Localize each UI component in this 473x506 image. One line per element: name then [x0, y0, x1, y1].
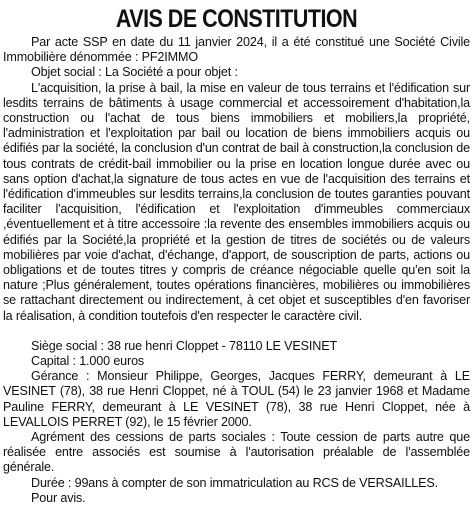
- siege-social: Siège social : 38 rue henri Cloppet - 78110 LE VESINET: [31, 338, 337, 353]
- duree: Durée : 99ans à compter de son immatriculation au RCS de VERSAILLES.: [31, 475, 438, 490]
- notice-body: [3, 35, 470, 506]
- intro-paragraph: Par acte SSP en date du 11 janvier 2024, il a été constitué une Société Civile Immobilière dénommée : PF2IMMO: [3, 35, 470, 65]
- agrement: Agrément des cessions de parts sociales : Toute cession de parts autre que réalisée entre associés est soumise à l'autorisation préalable de l'assemblée générale.: [3, 430, 470, 475]
- closing-line: Pour avis.: [31, 490, 86, 505]
- gerance: Gérance : Monsieur Philippe, Georges, Jacques FERRY, demeurant à LE VESINET (78), 38 rue Henri Cloppet, né à TOUL (54) le 23 janvier 1968 et Madame Pauline FERRY, demeurant à LE VESINET (78), 38 rue Henri Cloppet, née à LEVALLOIS PERRET (92), le 15 février 2000.: [3, 369, 470, 429]
- objet-body: L'acquisition, la prise à bail, la mise en valeur de tous terrains et l'édification sur lesdits terrains de bâtiments à usage commercial et accessoirement d'habitation,la construction ou l'achat de tous biens immobiliers et mobiliers,la propriété, l'administration et l'exploitation par bail ou location de biens immobiliers acquis ou édifiés par la société, la conclusion d'un contrat de bail à construction,la conclusion de tous contrats de crédit-bail immobilier ou la prise en location longue durée avec ou sans option d'achat,la signature de tous actes en vue de l'acquisition des terrains et l'édification d'immeubles sur lesdits terrains,la conclusion de toutes garanties pouvant faciliter l'acquisition, l'édification et l'exploitation d'immeubles commerciaux ,éventuellement et à titre accessoire :la revente des ensembles immobiliers acquis ou édifiés par la Société,la propriété et la gestion de titres de sociétés ou de valeurs mobilières par voie d'achat, d'échange, d'apport, de souscription de parts, actions ou obligations et de toutes titres y compris de créance négociable quelle qu'en soit la nature ;Plus généralement, toutes opérations financières, mobilières ou immobilières se rattachant directement ou indirectement, à cet objet et susceptibles d'en favoriser la réalisation, à condition toutefois d'en respecter le caractère civil.: [3, 80, 470, 323]
- section-spacer: [3, 324, 470, 339]
- objet-heading: Objet social : La Société a pour objet :: [31, 65, 238, 80]
- capital: Capital : 1.000 euros: [31, 354, 145, 369]
- notice-title: AVIS DE CONSTITUTION: [115, 5, 358, 33]
